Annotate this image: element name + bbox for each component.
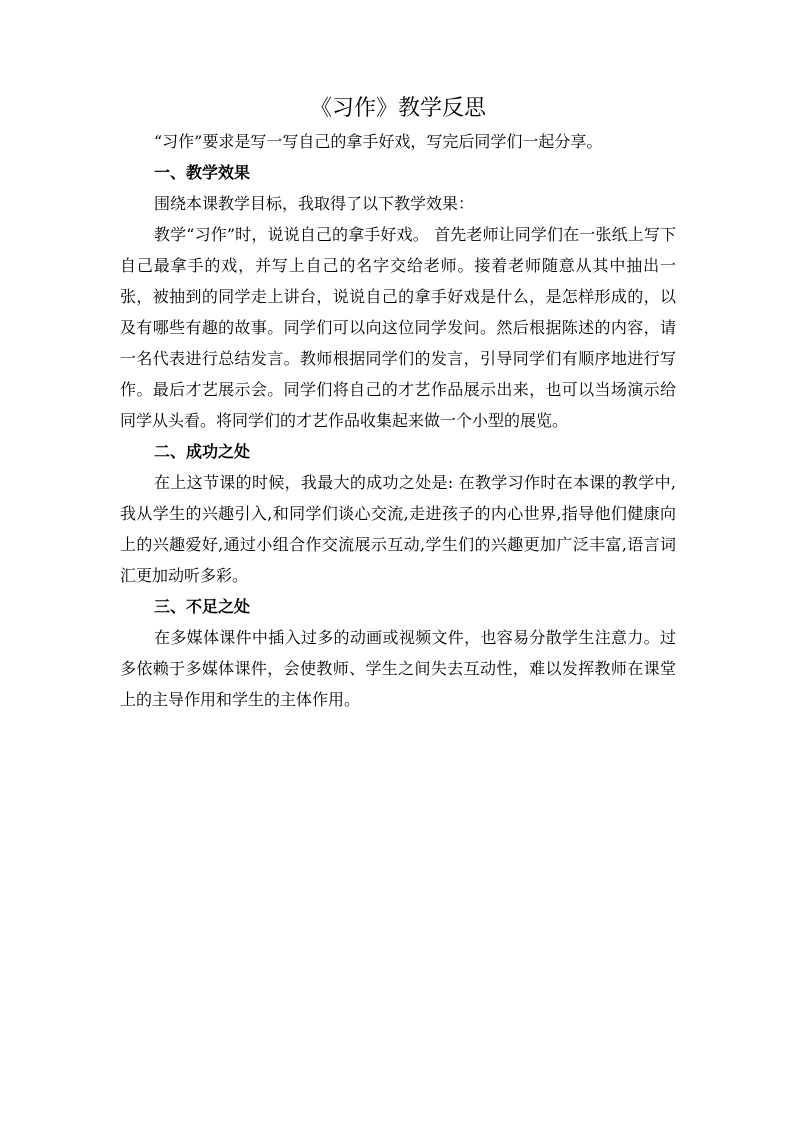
section-effect-paragraph-2: 教学“习作”时，说说自己的拿手好戏。 首先老师让同学们在一张纸上写下自己最拿手的戏，并写上自己的名字交给老师。接着老师随意从其中抽出一张，被抽到的同学走上讲台，说说自己的拿手好戏是什么，是怎样形成的，以及有哪些有趣的故事。同学们可以向这位同学发问。然后根据陈述的内容，请一名代表进行总结发言。教师根据同学们的发言，引导同学们有顺序地进行写作。最后才艺展示会。同学们将自己的才艺作品展示出来，也可以当场演示给同学从头看。将同学们的才艺作品收集起来做一个小型的展览。 — [120, 225, 676, 430]
document-page — [120, 92, 676, 715]
section-effect-paragraph-1: 围绕本课教学目标，我取得了以下教学效果： — [154, 194, 475, 213]
section-heading-shortcomings: 三、不足之处 — [154, 597, 251, 616]
section-heading-effect: 一、教学效果 — [154, 163, 251, 182]
section-success-paragraph: 在上这节课的时候，我最大的成功之处是: 在教学习作时在本课的教学中,我从学生的兴趣引入,和同学们谈心交流,走进孩子的内心世界,指导他们健康向上的兴趣爱好,通过小组合作交流展示互动,学生们的兴趣更加广泛丰富,语言词汇更加动听多彩。 — [120, 473, 676, 585]
document-title: 《习作》教学反思 — [309, 96, 486, 121]
section-shortcomings-paragraph: 在多媒体课件中插入过多的动画或视频文件，也容易分散学生注意力。过多依赖于多媒体课件，会使教师、学生之间失去互动性，难以发挥教师在课堂上的主导作用和学生的主体作用。 — [120, 628, 676, 709]
intro-paragraph: “习作”要求是写一写自己的拿手好戏，写完后同学们一起分享。 — [154, 132, 603, 151]
section-heading-success: 二、成功之处 — [154, 442, 251, 461]
